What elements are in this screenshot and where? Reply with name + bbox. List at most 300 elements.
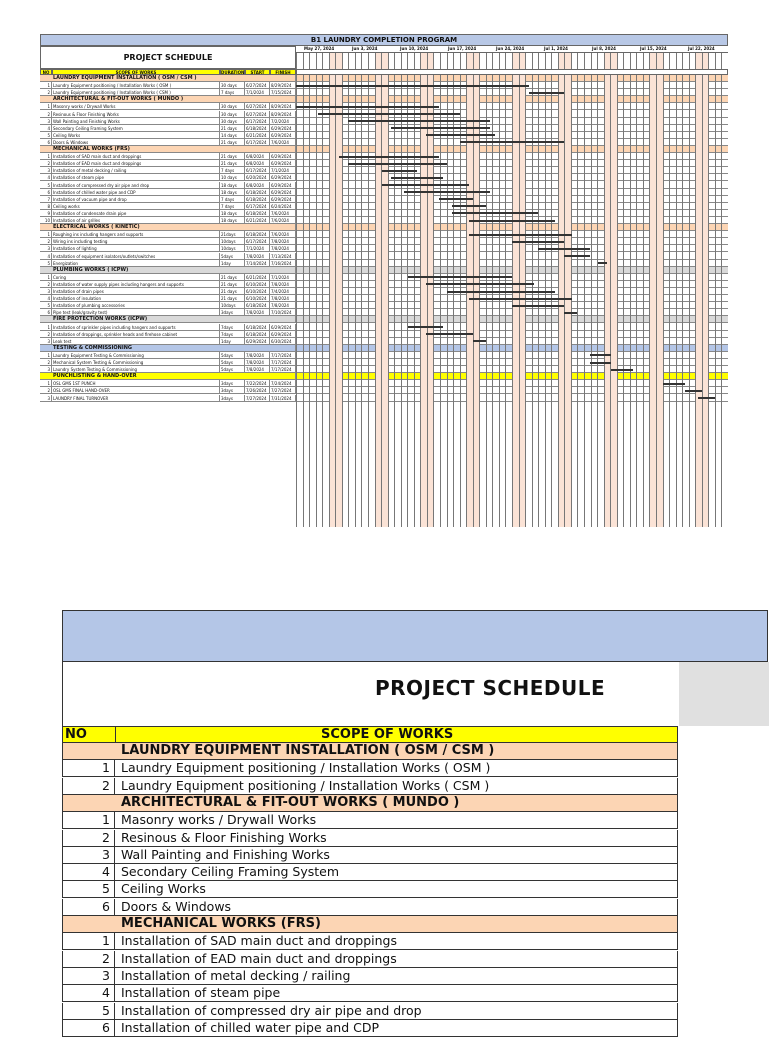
- zoom-task-name: Installation of EAD main duct and droppings: [121, 950, 397, 966]
- task-finish: 7/2/2024: [270, 118, 296, 124]
- task-start: 6/18/2024: [245, 324, 270, 330]
- zoom-task-name: Installation of SAD main duct and droppings: [121, 933, 398, 949]
- day-header-cell: [676, 53, 683, 70]
- task-no: 9: [40, 210, 52, 216]
- task-no: 6: [40, 309, 52, 315]
- task-task: Installation of sprinkler pipes including hangers and supports: [52, 324, 220, 330]
- task-no: 4: [40, 174, 52, 180]
- day-header-cell: [453, 53, 460, 70]
- task-task: Pipe test (leak/gravity test): [52, 309, 220, 315]
- task-start: 7/22/2024: [245, 380, 270, 386]
- day-header-cell: [558, 53, 565, 70]
- task-start: 6/27/2024: [245, 82, 270, 88]
- task-no: 5: [40, 260, 52, 266]
- task-finish: 7/8/2024: [270, 295, 296, 301]
- task-duration: 3days: [220, 309, 245, 315]
- day-header-cell: [466, 53, 473, 70]
- task-row: [40, 281, 728, 288]
- task-row: [40, 238, 728, 245]
- task-no: 4: [40, 253, 52, 259]
- task-task: Energization: [52, 260, 220, 266]
- task-task: Installation of air grilles: [52, 217, 220, 223]
- task-no: 4: [40, 295, 52, 301]
- task-no: 1: [40, 103, 52, 109]
- task-duration: 30 days: [220, 118, 245, 124]
- task-duration: 10days: [220, 302, 245, 308]
- task-duration: 21 days: [220, 281, 245, 287]
- day-header-cell: [375, 53, 382, 70]
- task-no: 3: [40, 395, 52, 401]
- task-no: 2: [40, 359, 52, 365]
- task-row: [40, 210, 728, 217]
- task-start: 6/17/2024: [245, 167, 270, 173]
- day-header-cell: [335, 53, 342, 70]
- task-finish: 6/29/2024: [270, 125, 296, 131]
- task-finish: 7/31/2024: [270, 395, 296, 401]
- task-row: [40, 302, 728, 309]
- task-task: Installation of SAD main duct and droppings: [52, 153, 220, 159]
- task-duration: 21 days: [220, 125, 245, 131]
- task-start: 7/26/2024: [245, 387, 270, 393]
- task-task: Coring: [52, 274, 220, 280]
- task-finish: 7/17/2024: [270, 366, 296, 372]
- task-duration: 21 days: [220, 160, 245, 166]
- task-finish: 7/6/2024: [270, 139, 296, 145]
- task-duration: 7 days: [220, 89, 245, 95]
- zoom-task-name: Wall Painting and Finishing Works: [121, 846, 330, 862]
- task-start: 6/21/2024: [245, 274, 270, 280]
- task-row: [40, 111, 728, 118]
- task-finish: 6/29/2024: [270, 196, 296, 202]
- task-task: Installation of droppings, sprinkler heads and firehose cabinet: [52, 331, 220, 337]
- day-header-cell: [505, 53, 512, 70]
- day-header-cell: [519, 53, 526, 70]
- day-header-cell: [689, 53, 696, 70]
- task-row: [40, 196, 728, 203]
- zoom-task-name: Doors & Windows: [121, 898, 232, 914]
- zoom-scope-label: SCOPE OF WORKS: [321, 727, 454, 742]
- task-task: Installation of chilled water pipe and CDP: [52, 189, 220, 195]
- section-row: [40, 96, 728, 103]
- zoom-task-no: 2: [63, 830, 115, 846]
- day-header-cell: [591, 53, 598, 70]
- task-finish: 7/17/2024: [270, 352, 296, 358]
- task-duration: 5days: [220, 253, 245, 259]
- task-no: 2: [40, 387, 52, 393]
- section-row: [40, 224, 728, 231]
- task-duration: 21 days: [220, 153, 245, 159]
- task-start: 6/17/2024: [245, 139, 270, 145]
- task-task: LAUNDRY FINAL TURNOVER: [52, 395, 220, 401]
- task-task: Installation of EAD main duct and droppings: [52, 160, 220, 166]
- task-task: Installation of compressed dry air pipe and drop: [52, 182, 220, 188]
- task-start: 6/29/2024: [245, 338, 270, 344]
- day-header-cell: [663, 53, 670, 70]
- task-no: 3: [40, 245, 52, 251]
- task-no: 3: [40, 118, 52, 124]
- zoom-task-no: 5: [63, 881, 115, 897]
- day-header-cell: [486, 53, 493, 70]
- task-finish: 7/8/2024: [270, 238, 296, 244]
- zoom-task-name: Laundry Equipment positioning / Installation Works ( OSM ): [121, 760, 491, 776]
- day-header-cell: [316, 53, 323, 70]
- zoom-project-title: PROJECT SCHEDULE: [375, 676, 606, 700]
- task-start: 6/8/2024: [245, 153, 270, 159]
- zoom-task-row: [62, 899, 678, 916]
- zoom-section-title: MECHANICAL WORKS (FRS): [121, 916, 321, 931]
- task-task: Ceiling works: [52, 203, 220, 209]
- zoom-section-row: [62, 795, 678, 812]
- week-label: May 27, 2024: [304, 46, 335, 51]
- day-header-cell: [564, 53, 571, 70]
- task-row: [40, 167, 728, 174]
- task-task: Secondary Ceiling Framing System: [52, 125, 220, 131]
- week-label: Jul 1, 2024: [544, 46, 568, 51]
- zoom-section-title: LAUNDRY EQUIPMENT INSTALLATION ( OSM / CSM ): [121, 743, 495, 758]
- section-title: ARCHITECTURAL & FIT-OUT WORKS ( MUNDO ): [52, 96, 296, 102]
- day-header-cell: [649, 53, 656, 70]
- day-header-cell: [329, 53, 336, 70]
- day-header-cell: [420, 53, 427, 70]
- zoom-section-row: [62, 743, 678, 760]
- task-start: 6/18/2024: [245, 302, 270, 308]
- task-duration: 10days: [220, 245, 245, 251]
- task-row: [40, 295, 728, 302]
- task-row: [40, 89, 728, 96]
- zoom-task-no: 4: [63, 985, 115, 1001]
- zoom-task-name: Masonry works / Drywall Works: [121, 812, 317, 828]
- week-label: Jul 8, 2024: [592, 46, 616, 51]
- task-start: 6/21/2024: [245, 132, 270, 138]
- task-start: 7/14/2024: [245, 260, 270, 266]
- task-start: 7/8/2024: [245, 352, 270, 358]
- task-duration: 7 days: [220, 196, 245, 202]
- task-start: 7/8/2024: [245, 359, 270, 365]
- zoom-title-shade: [679, 662, 769, 726]
- task-start: 6/20/2024: [245, 174, 270, 180]
- task-row: [40, 359, 728, 366]
- task-no: 1: [40, 324, 52, 330]
- day-header-cell: [525, 53, 532, 70]
- zoom-task-name: Laundry Equipment positioning / Installation Works ( CSM ): [121, 777, 490, 793]
- task-finish: 6/30/2024: [270, 338, 296, 344]
- task-task: Installation of insulation: [52, 295, 220, 301]
- task-task: Masonry works / Drywall Works: [52, 103, 220, 109]
- section-row: [40, 267, 728, 274]
- zoom-task-no: 2: [63, 951, 115, 967]
- day-header-cell: [538, 53, 545, 70]
- task-no: 4: [40, 125, 52, 131]
- zoom-header-separator: [115, 727, 116, 742]
- task-start: 6/17/2024: [245, 118, 270, 124]
- task-start: 7/27/2024: [245, 395, 270, 401]
- task-finish: 6/29/2024: [270, 160, 296, 166]
- task-task: Mechanical System Testing & Commissioning: [52, 359, 220, 365]
- sheet-title: B1 LAUNDRY COMPLETION PROGRAM: [40, 34, 728, 46]
- day-header-cell: [473, 53, 480, 70]
- task-duration: 18 days: [220, 182, 245, 188]
- zoom-task-name: Installation of metal decking / railing: [121, 967, 351, 983]
- task-row: [40, 245, 728, 252]
- task-finish: 7/17/2024: [270, 359, 296, 365]
- sheet-project-title: PROJECT SCHEDULE: [40, 46, 296, 69]
- task-row: [40, 189, 728, 196]
- zoom-task-no: 3: [63, 847, 115, 863]
- task-finish: 6/29/2024: [270, 153, 296, 159]
- task-finish: 7/4/2024: [270, 288, 296, 294]
- zoom-task-name: Resinous & Floor Finishing Works: [121, 829, 327, 845]
- day-header-cell: [623, 53, 630, 70]
- zoom-task-row: [62, 1020, 678, 1037]
- day-header-cell: [610, 53, 617, 70]
- task-duration: 3days: [220, 387, 245, 393]
- zoom-no-label: NO: [65, 727, 87, 742]
- task-duration: 18 days: [220, 217, 245, 223]
- day-header-cell: [492, 53, 499, 70]
- zoom-title-area: [62, 662, 768, 726]
- task-row: [40, 395, 728, 402]
- task-task: Doors & Windows: [52, 139, 220, 145]
- task-no: 1: [40, 352, 52, 358]
- task-no: 6: [40, 189, 52, 195]
- week-label: Jul 15, 2024: [640, 46, 667, 51]
- week-label: Jun 17, 2024: [448, 46, 477, 51]
- task-no: 5: [40, 132, 52, 138]
- day-header-cell: [447, 53, 454, 70]
- task-task: Wiring ins including testing: [52, 238, 220, 244]
- task-no: 8: [40, 203, 52, 209]
- day-header-cell: [617, 53, 624, 70]
- zoom-section-no: [63, 743, 115, 759]
- task-finish: 6/29/2024: [270, 331, 296, 337]
- task-row: [40, 380, 728, 387]
- day-header-cell: [309, 53, 316, 70]
- zoom-section-no: [63, 795, 115, 811]
- task-duration: 3days: [220, 380, 245, 386]
- day-header-cell: [401, 53, 408, 70]
- task-finish: 8/29/2024: [270, 111, 296, 117]
- zoom-section-row: [62, 916, 678, 933]
- task-no: 2: [40, 111, 52, 117]
- task-start: 6/18/2024: [245, 331, 270, 337]
- section-title: PUNCHLISTING & HAND-OVER: [52, 373, 296, 379]
- task-task: Laundry System Testing & Commissioning: [52, 366, 220, 372]
- task-finish: 7/8/2024: [270, 245, 296, 251]
- task-start: 6/18/2024: [245, 210, 270, 216]
- day-header-cell: [636, 53, 643, 70]
- week-label: Jun 24, 2024: [496, 46, 525, 51]
- task-task: Installation of condensate drain pipe: [52, 210, 220, 216]
- task-no: 3: [40, 167, 52, 173]
- day-header-cell: [721, 53, 728, 70]
- task-duration: 7days: [220, 324, 245, 330]
- zoom-task-row: [62, 830, 678, 847]
- section-row: [40, 75, 728, 82]
- zoom-task-row: [62, 864, 678, 881]
- task-finish: 7/8/2024: [270, 302, 296, 308]
- task-row: [40, 174, 728, 181]
- task-row: [40, 118, 728, 125]
- task-start: 6/8/2024: [245, 160, 270, 166]
- task-finish: 7/1/2024: [270, 167, 296, 173]
- day-header-cell: [643, 53, 650, 70]
- task-no: 10: [40, 217, 52, 223]
- zoom-task-row: [62, 1003, 678, 1020]
- task-row: [40, 366, 728, 373]
- task-duration: 1day: [220, 338, 245, 344]
- task-no: 3: [40, 366, 52, 372]
- task-finish: 6/29/2024: [270, 132, 296, 138]
- task-task: OSL GMS 1ST PUNCH: [52, 380, 220, 386]
- day-header-cell: [604, 53, 611, 70]
- section-title: TESTING & COMMISSIONING: [52, 345, 296, 351]
- day-header-cell: [348, 53, 355, 70]
- task-duration: 30 days: [220, 82, 245, 88]
- gantt-sheet: [40, 34, 728, 494]
- task-task: Installation of equipment isolators/outlets/switches: [52, 253, 220, 259]
- task-duration: 1day: [220, 260, 245, 266]
- day-header-cell: [381, 53, 388, 70]
- zoom-task-name: Installation of chilled water pipe and CDP: [121, 1019, 380, 1035]
- day-header-cell: [407, 53, 414, 70]
- task-no: 1: [40, 380, 52, 386]
- section-title: LAUNDRY EQUIPMENT INSTALLATION ( OSM / CSM ): [52, 75, 296, 81]
- task-start: 7/8/2024: [245, 366, 270, 372]
- day-header-cell: [361, 53, 368, 70]
- task-no: 2: [40, 89, 52, 95]
- day-header-cell: [532, 53, 539, 70]
- task-duration: 14 days: [220, 132, 245, 138]
- task-duration: 3days: [220, 395, 245, 401]
- task-row: [40, 338, 728, 345]
- task-finish: 7/10/2024: [270, 309, 296, 315]
- day-header-cell: [545, 53, 552, 70]
- task-start: 6/17/2024: [245, 238, 270, 244]
- task-finish: 6/24/2024: [270, 203, 296, 209]
- zoom-task-name: Secondary Ceiling Framing System: [121, 864, 340, 880]
- task-row: [40, 160, 728, 167]
- task-duration: 5days: [220, 352, 245, 358]
- section-row: [40, 345, 728, 352]
- task-task: Wall Painting and Finishing Works: [52, 118, 220, 124]
- task-duration: 30 days: [220, 111, 245, 117]
- task-start: 6/10/2024: [245, 281, 270, 287]
- task-row: [40, 125, 728, 132]
- task-start: 7/1/2024: [245, 89, 270, 95]
- task-row: [40, 231, 728, 238]
- task-task: Installation of vacuum pipe and drop: [52, 196, 220, 202]
- zoom-task-row: [62, 985, 678, 1002]
- task-finish: 7/6/2024: [270, 231, 296, 237]
- task-row: [40, 260, 728, 267]
- section-row: [40, 146, 728, 153]
- task-no: 1: [40, 82, 52, 88]
- section-title: ELECTRICAL WORKS ( KINETIC): [52, 224, 296, 230]
- task-start: 7/8/2024: [245, 253, 270, 259]
- task-row: [40, 253, 728, 260]
- task-no: 6: [40, 139, 52, 145]
- task-no: 2: [40, 238, 52, 244]
- task-no: 5: [40, 182, 52, 188]
- task-start: 7/1/2024: [245, 245, 270, 251]
- task-duration: 10 days: [220, 174, 245, 180]
- zoom-task-row: [62, 760, 678, 777]
- zoom-task-row: [62, 968, 678, 985]
- task-duration: 21days: [220, 231, 245, 237]
- day-header-cell: [597, 53, 604, 70]
- task-task: Installation of steam pipe: [52, 174, 220, 180]
- col-header-start: START: [245, 69, 270, 75]
- task-no: 5: [40, 302, 52, 308]
- day-header-cell: [708, 53, 715, 70]
- task-duration: 18 days: [220, 210, 245, 216]
- col-header-no: NO: [40, 69, 52, 75]
- task-task: Installation of plumbing accessories: [52, 302, 220, 308]
- day-header-cell: [355, 53, 362, 70]
- day-header-cell: [479, 53, 486, 70]
- zoomed-schedule: [62, 610, 768, 1035]
- section-title: FIRE PROTECTION WORKS (ICPW): [52, 316, 296, 322]
- task-duration: 21 days: [220, 274, 245, 280]
- task-start: 6/21/2024: [245, 217, 270, 223]
- task-start: 7/8/2024: [245, 309, 270, 315]
- task-finish: 7/13/2024: [270, 253, 296, 259]
- task-no: 1: [40, 231, 52, 237]
- task-row: [40, 139, 728, 146]
- task-task: Installation of drain pipes: [52, 288, 220, 294]
- task-duration: 30 days: [220, 103, 245, 109]
- day-header-cell: [551, 53, 558, 70]
- task-row: [40, 203, 728, 210]
- day-header-cell: [394, 53, 401, 70]
- day-header-cell: [303, 53, 310, 70]
- col-header-finish: FINISH: [270, 69, 296, 75]
- task-finish: 7/24/2024: [270, 380, 296, 386]
- task-task: Laundry Equipment positioning / Installation Works ( CSM ): [52, 89, 220, 95]
- day-header-cell: [499, 53, 506, 70]
- task-no: 2: [40, 331, 52, 337]
- week-label: Jul 22, 2024: [688, 46, 715, 51]
- task-no: 7: [40, 196, 52, 202]
- task-finish: 7/6/2024: [270, 210, 296, 216]
- task-task: Ceiling Works: [52, 132, 220, 138]
- task-finish: 6/29/2024: [270, 324, 296, 330]
- task-row: [40, 309, 728, 316]
- task-finish: 7/8/2024: [270, 281, 296, 287]
- task-finish: 7/16/2024: [270, 260, 296, 266]
- task-row: [40, 324, 728, 331]
- task-row: [40, 331, 728, 338]
- day-header-cell: [682, 53, 689, 70]
- zoom-task-no: 1: [63, 812, 115, 828]
- day-header-cell: [577, 53, 584, 70]
- task-row: [40, 217, 728, 224]
- task-duration: 10days: [220, 238, 245, 244]
- task-task: Installation of water supply pipes including hangers and supports: [52, 281, 220, 287]
- task-duration: 21 days: [220, 288, 245, 294]
- day-header-cell: [433, 53, 440, 70]
- zoom-task-name: Installation of compressed dry air pipe and drop: [121, 1002, 422, 1018]
- task-row: [40, 132, 728, 139]
- task-duration: 7 days: [220, 203, 245, 209]
- zoom-task-no: 1: [63, 760, 115, 776]
- task-start: 6/17/2024: [245, 203, 270, 209]
- task-finish: 8/29/2024: [270, 103, 296, 109]
- task-start: 6/27/2024: [245, 111, 270, 117]
- task-row: [40, 274, 728, 281]
- task-row: [40, 288, 728, 295]
- task-start: 6/18/2024: [245, 125, 270, 131]
